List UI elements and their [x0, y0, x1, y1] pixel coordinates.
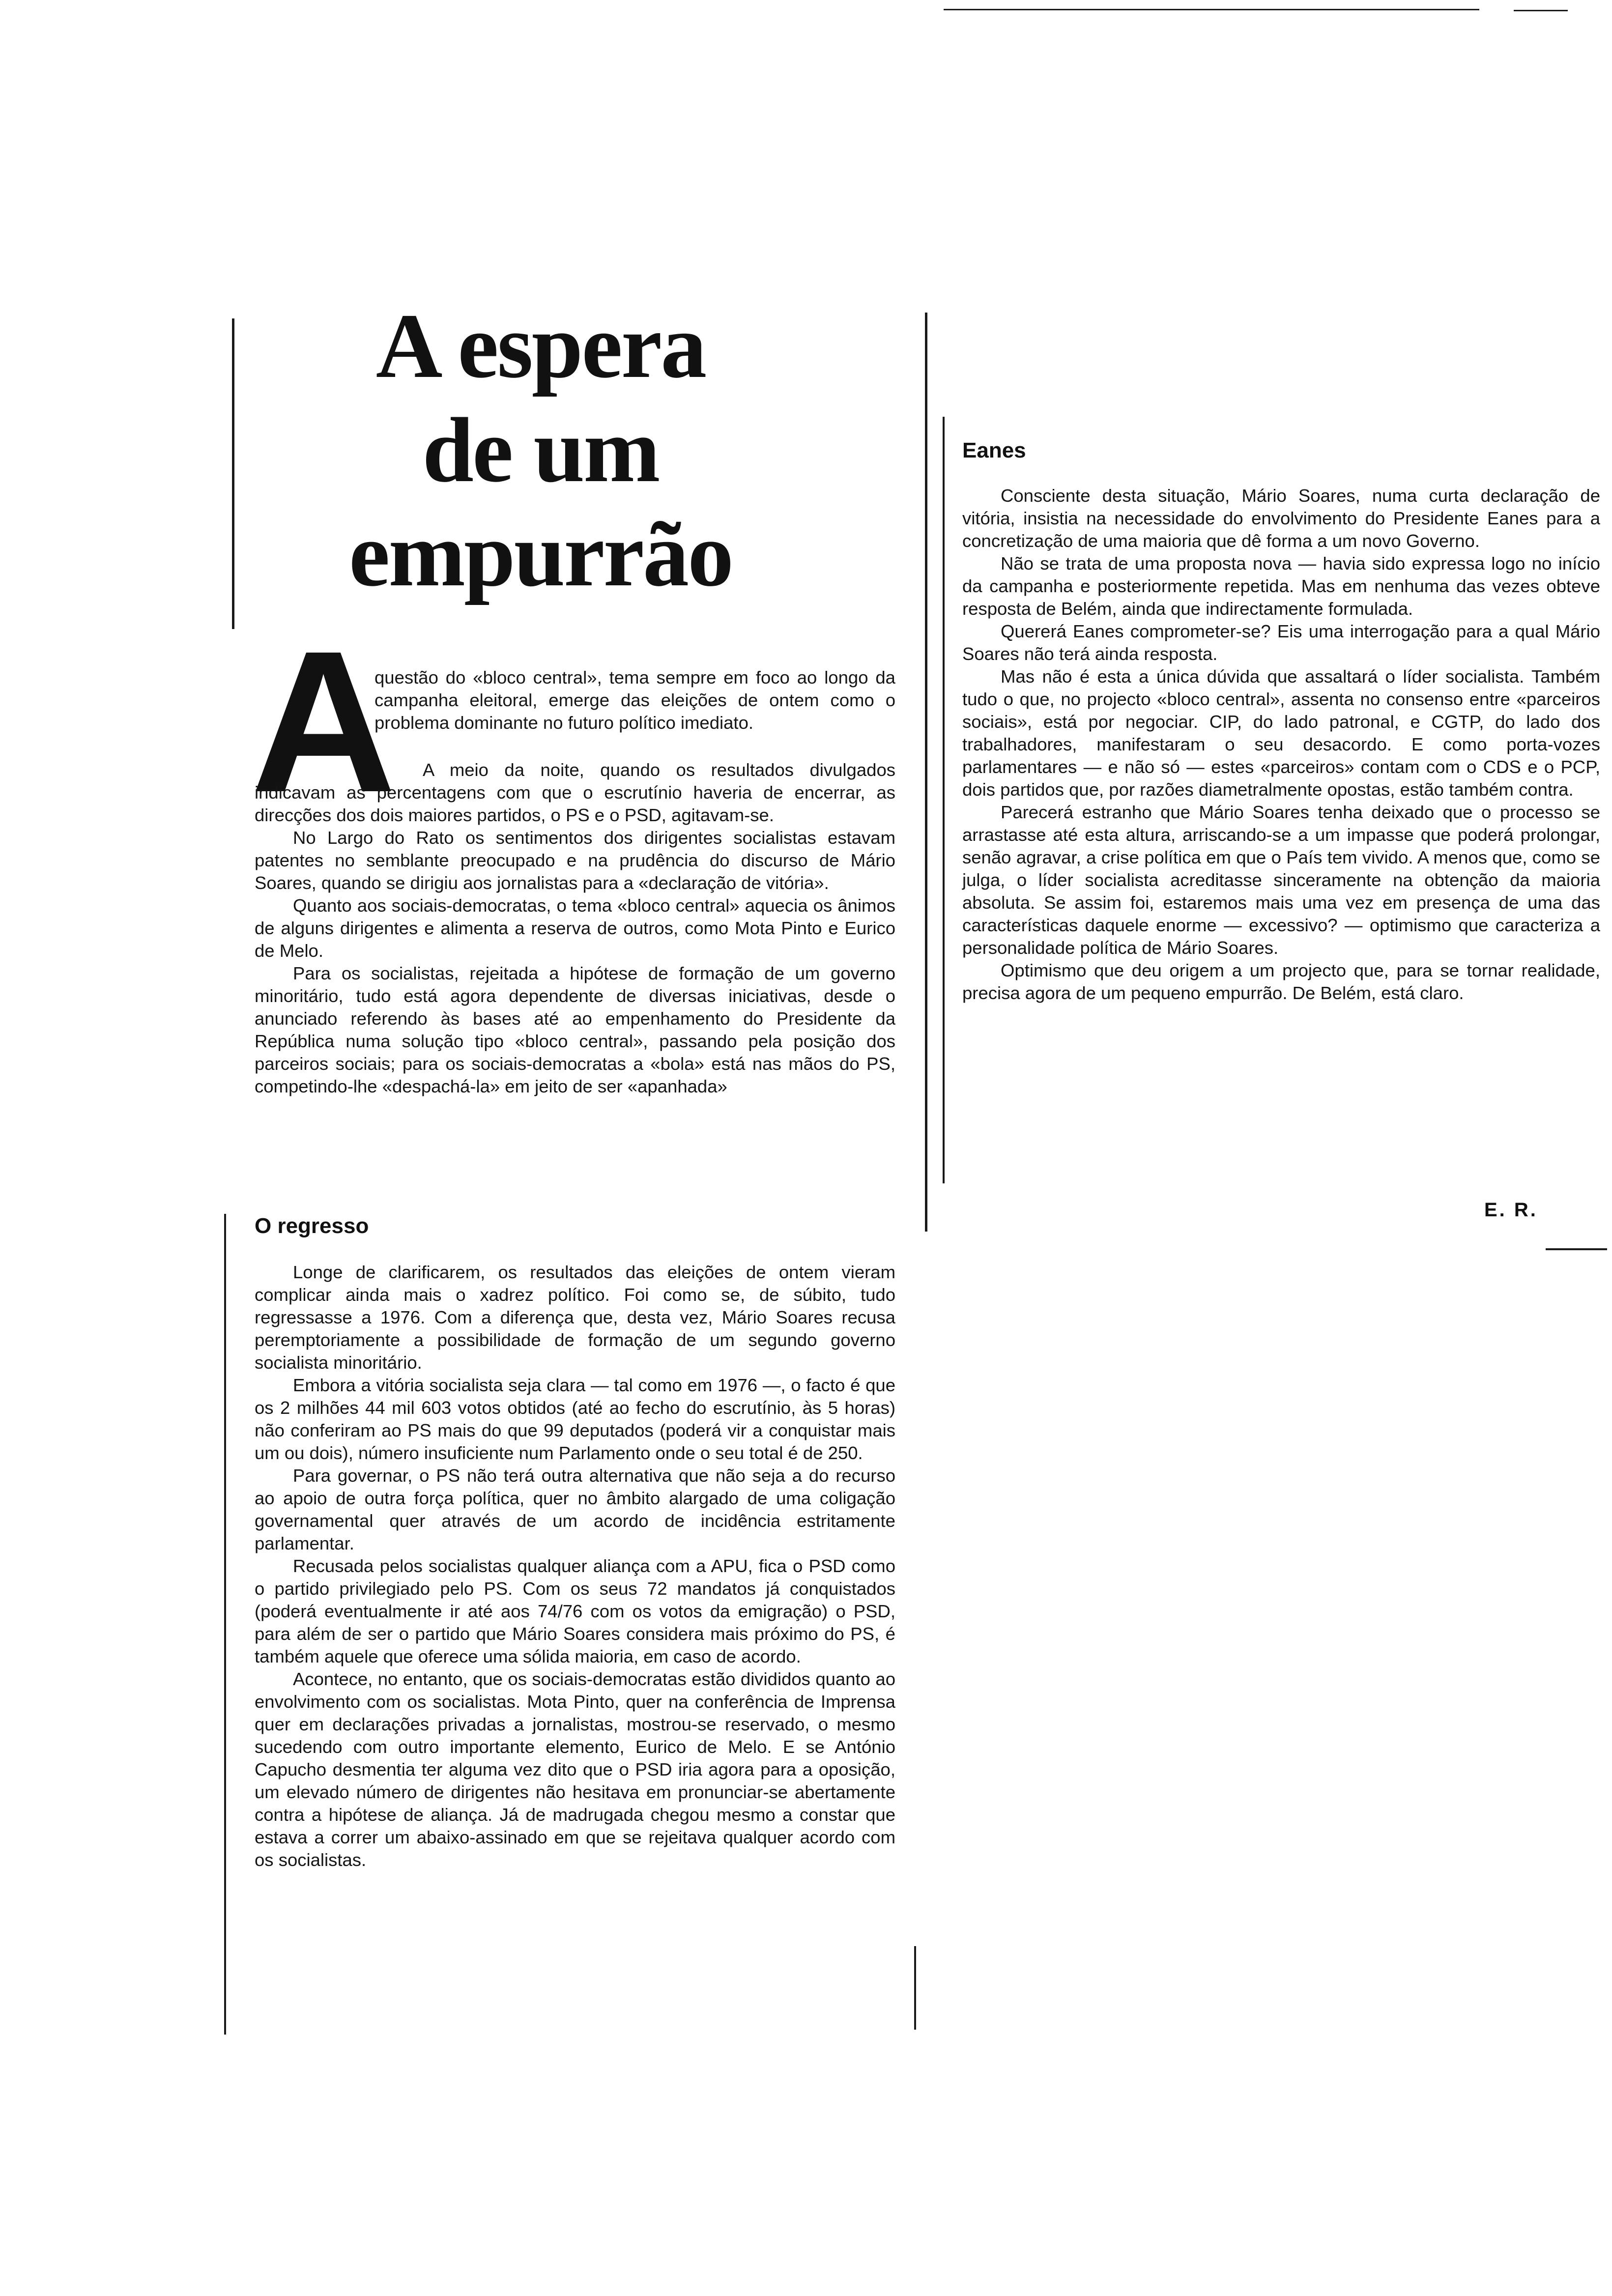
title-line-1: A espera	[375, 294, 706, 397]
intro-paragraph-4: Quanto aos sociais-democratas, o tema «bloco central» aquecia os ânimos de alguns dirigentes e alimenta a reserva de outros, como Mota Pinto e Eurico de Melo.	[255, 895, 895, 961]
intro-body	[255, 759, 895, 1098]
intro-paragraph-5: Para os socialistas, rejeitada a hipótese de formação de um governo minoritário, tudo está agora dependente de diversas iniciativas, desde o anunciado referendo às bases até ao empenhamento do Presidente da República numa solução tipo «bloco central», passando pela posição dos parceiros sociais; para os sociais-democratas a «bola» está nas mãos do PS, competindo-lhe «despachá-la» em jeito de ser «apanhada»	[255, 963, 895, 1096]
regresso-paragraph-5: Acontece, no entanto, que os sociais-democratas estão divididos quanto ao envolvimento com os socialistas. Mota Pinto, quer na conferência de Imprensa quer em declarações privadas a jornalistas, mostrou-se reservado, o mesmo sucedendo com outro importante elemento, Eurico de Melo. E se António Capucho desmentia ter alguma vez dito que o PSD iria agora para a oposição, um elevado número de dirigentes não hesitava em pronunciar-se abertamente contra a hipótese de aliança. Já de madrugada chegou mesmo a constar que estava a correr um abaixo-assinado em que se rejeitava qualquer acordo com os socialistas.	[255, 1669, 895, 1870]
regresso-paragraph-1: Longe de clarificarem, os resultados das eleições de ontem vieram complicar ainda mais o xadrez político. Foi como se, de súbito, tudo regressasse a 1976. Com a diferença que, desta vez, Mário Soares recusa peremptoriamente a possibilidade de formação de um segundo governo socialista minoritário.	[255, 1262, 895, 1373]
column-divider-rule	[925, 313, 927, 1232]
title-line-2: de um	[422, 399, 659, 501]
section-heading-eanes: Eanes	[962, 438, 1026, 462]
intro-paragraph-1: questão do «bloco central», tema sempre em foco ao longo da campanha eleitoral, emerge das eleições de ontem como o problema dominante no futuro político imediato.	[374, 667, 895, 733]
section-heading-o-regresso: O regresso	[255, 1214, 369, 1238]
eanes-paragraph-4: Mas não é esta a única dúvida que assaltará o líder socialista. Também tudo o que, no projecto «bloco central», assenta no consenso entre «parceiros sociais», está por negociar. CIP, do lado patronal, e CGTP, do lado dos trabalhadores, manifestaram o seu desacordo. E como porta-vozes parlamentares — e não só — estes «parceiros» contam com o CDS e o PCP, dois partidos que, por razões diametralmente opostas, estão também contra.	[962, 666, 1600, 800]
eanes-paragraph-6: Optimismo que deu origem a um projecto que, para se tornar realidade, precisa agora de um pequeno empurrão. De Belém, está claro.	[962, 960, 1600, 1003]
author-signature: E. R.	[1484, 1199, 1538, 1221]
regresso-paragraph-3: Para governar, o PS não terá outra alternativa que não seja a do recurso ao apoio de outra força política, quer no âmbito alargado de uma coligação governamental quer através de um acordo de incidência estritamente parlamentar.	[255, 1465, 895, 1553]
eanes-paragraph-1: Consciente desta situação, Mário Soares, numa curta declaração de vitória, insistia na necessidade do envolvimento do Presidente Eanes para a concretização de uma maioria que dê forma a um novo Governo.	[962, 486, 1600, 551]
section-o-regresso	[255, 1261, 895, 1871]
top-rule	[944, 9, 1479, 10]
eanes-paragraph-3: Quererá Eanes comprometer-se? Eis uma interrogação para a qual Mário Soares não terá ainda resposta.	[962, 621, 1600, 664]
intro-paragraph-3: No Largo do Rato os sentimentos dos dirigentes socialistas estavam patentes no semblante preocupado e na prudência do discurso de Mário Soares, quando se dirigiu aos jornalistas para a «declaração de vitória».	[255, 828, 895, 893]
drop-cap: A	[251, 609, 397, 834]
article-title	[275, 294, 806, 606]
signature-rule	[1546, 1248, 1607, 1250]
right-column-rule	[943, 417, 945, 1183]
eanes-paragraph-2: Não se trata de uma proposta nova — havia sido expressa logo no início da campanha e posteriormente repetida. Mas em nenhuma das vezes obteve resposta de Belém, ainda que indirectamente formulada.	[962, 553, 1600, 619]
intro-paragraph-2: A meio da noite, quando os resultados divulgados indicavam as percentagens com que o escrutínio haveria de encerrar, as direcções dos dois maiores partidos, o PS e o PSD, agitavam-se.	[255, 760, 895, 825]
eanes-paragraph-5: Parecerá estranho que Mário Soares tenha deixado que o processo se arrastasse até esta altura, arriscando-se a um impasse que poderá prolongar, senão agravar, a crise política em que o País tem vivido. A menos que, como se julga, o líder socialista acreditasse sinceramente na obtenção da maioria absoluta. Se assim foi, estaremos mais uma vez em presença de uma das características daquele enorme — excessivo? — optimismo que caracteriza a personalidade política de Mário Soares.	[962, 802, 1600, 958]
intro-lead	[374, 666, 895, 734]
bottom-right-rule	[914, 1946, 916, 2030]
section-eanes	[962, 485, 1600, 1004]
regresso-paragraph-2: Embora a vitória socialista seja clara — tal como em 1976 —, o facto é que os 2 milhões 44 mil 603 votos obtidos (até ao fecho do escrutínio, às 5 horas) não conferiram ao PS mais do que 99 deputados (poderá vir a conquistar mais um ou dois), número insuficiente num Parlamento onde o seu total é de 250.	[255, 1375, 895, 1463]
title-line-3: empurrão	[348, 503, 733, 605]
left-column-rule-bottom	[224, 1214, 226, 2035]
regresso-paragraph-4: Recusada pelos socialistas qualquer aliança com a APU, fica o PSD como o partido privilegiado pelo PS. Com os seus 72 mandatos já conquistados (poderá eventualmente ir até aos 74/76 com os votos da emigração) o PSD, para além de ser o partido que Mário Soares considera mais próximo do PS, é também aquele que oferece uma sólida maioria, em caso de acordo.	[255, 1556, 895, 1666]
left-column-rule-top	[232, 318, 234, 629]
top-rule-short	[1514, 10, 1568, 11]
